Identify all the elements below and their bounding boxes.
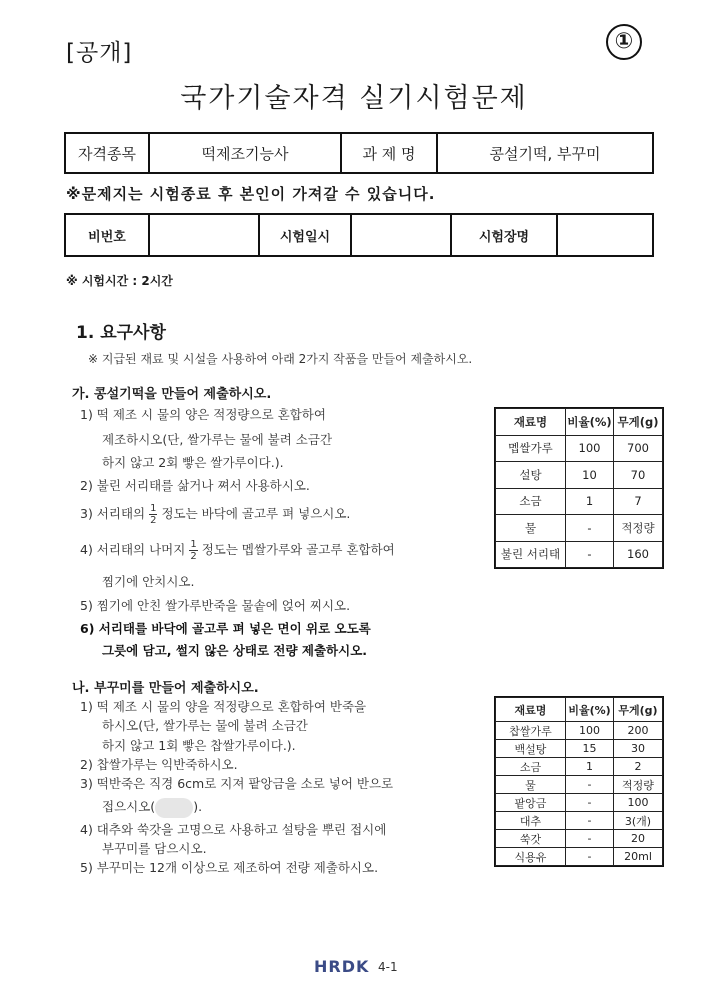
section-intro: ※ 지급된 재료 및 시설을 사용하여 아래 2가지 작품을 만들어 제출하시오. <box>88 352 473 366</box>
table-cell: 3(개) <box>614 812 663 830</box>
column-header: 비율(%) <box>566 409 614 436</box>
fraction <box>189 539 197 562</box>
table-cell: 팥앙금 <box>496 794 566 812</box>
table-cell: 대추 <box>496 812 566 830</box>
info-table <box>64 132 654 174</box>
table-cell: 10 <box>566 462 614 489</box>
page-mark: ① <box>606 24 642 60</box>
table-cell: 15 <box>566 740 614 758</box>
fraction <box>149 503 157 526</box>
table-cell: 소금 <box>496 758 566 776</box>
table-cell: 설탕 <box>496 462 566 489</box>
part-a-line: 2) 불린 서리태를 삶거나 쪄서 사용하시오. <box>80 478 310 493</box>
id-label: 비번호 <box>65 214 149 256</box>
table-cell: - <box>566 515 614 542</box>
public-label: [공개] <box>66 40 133 66</box>
table-cell: 700 <box>614 435 663 462</box>
table-row <box>496 776 663 794</box>
table-cell: 적정량 <box>614 515 663 542</box>
page-number: 4-1 <box>378 960 398 974</box>
table-cell: 불린 서리태 <box>496 541 566 568</box>
part-a-line-text: 정도는 멥쌀가루와 골고루 혼합하여 <box>201 542 395 557</box>
hrdk-logo: HRDK <box>314 957 370 976</box>
table-cell: - <box>566 776 614 794</box>
part-a-line-text: 4) 서리태의 나머지 <box>80 542 186 557</box>
table-cell: 1 <box>566 488 614 515</box>
table-cell: 20 <box>614 830 663 848</box>
fraction-denominator: 2 <box>190 551 197 562</box>
part-b-line: 2) 찹쌀가루는 익반죽하시오. <box>80 757 238 772</box>
table-cell: 쑥갓 <box>496 830 566 848</box>
table-cell: 7 <box>614 488 663 515</box>
part-b-line: 하시오(단, 쌀가루는 물에 불려 소금간 <box>102 718 308 733</box>
table-cell: 적정량 <box>614 776 663 794</box>
table-cell: - <box>566 848 614 866</box>
column-header: 재료명 <box>496 409 566 436</box>
table-cell: - <box>566 812 614 830</box>
exam-table <box>64 213 654 257</box>
table-cell: 멥쌀가루 <box>496 435 566 462</box>
part-a-line: 하지 않고 2회 빻은 쌀가루이다.). <box>102 455 284 470</box>
table-row <box>496 812 663 830</box>
part-a-line: 찜기에 안치시오. <box>102 574 195 589</box>
place-label: 시험장명 <box>451 214 557 256</box>
table-cell: 1 <box>566 758 614 776</box>
table-cell: 백설탕 <box>496 740 566 758</box>
table-row <box>496 541 663 568</box>
task-label: 과 제 명 <box>341 133 437 173</box>
part-a-line: 5) 찜기에 안친 쌀가루반죽을 물솥에 얹어 찌시오. <box>80 598 351 613</box>
table-row <box>496 462 663 489</box>
table-row <box>496 740 663 758</box>
field-value: 떡제조기능사 <box>149 133 341 173</box>
fraction-numerator: 1 <box>150 503 157 514</box>
table-row <box>496 435 663 462</box>
part-a-heading: 가. 콩설기떡을 만들어 제출하시오. <box>72 387 272 402</box>
part-b-line: 1) 떡 제조 시 물의 양을 적정량으로 혼합하여 반죽을 <box>80 699 367 714</box>
part-b-line-text: ). <box>193 799 203 814</box>
table-cell: 식용유 <box>496 848 566 866</box>
table-row <box>496 758 663 776</box>
table-cell: 160 <box>614 541 663 568</box>
part-a-line: 1) 떡 제조 시 물의 양은 적정량으로 혼합하여 <box>80 407 326 422</box>
column-header: 비율(%) <box>566 698 614 722</box>
field-label: 자격종목 <box>65 133 149 173</box>
table-cell: 100 <box>614 794 663 812</box>
table-cell: 찹쌀가루 <box>496 722 566 740</box>
table-cell: 물 <box>496 776 566 794</box>
table-row <box>496 848 663 866</box>
part-b-line: 3) 떡반죽은 직경 6cm로 지져 팥앙금을 소로 넣어 반으로 <box>80 776 394 791</box>
date-value[interactable] <box>351 214 451 256</box>
part-a-line-text: 3) 서리태의 <box>80 506 146 521</box>
table-cell: 100 <box>566 722 614 740</box>
exam-time: ※ 시험시간 : 2시간 <box>66 274 173 288</box>
table-cell: - <box>566 794 614 812</box>
table-cell: 2 <box>614 758 663 776</box>
table-cell: 물 <box>496 515 566 542</box>
part-b-heading: 나. 부꾸미를 만들어 제출하시오. <box>72 681 259 696</box>
part-b-line: 4) 대추와 쑥갓을 고명으로 사용하고 설탕을 뿌린 접시에 <box>80 822 387 837</box>
page-title: 국가기술자격 실기시험문제 <box>180 83 528 114</box>
table-row <box>496 794 663 812</box>
table-row <box>496 722 663 740</box>
place-value[interactable] <box>557 214 653 256</box>
part-a-line <box>80 539 395 562</box>
section-heading: 1. 요구사항 <box>76 323 166 343</box>
part-a-line: 제조하시오(단, 쌀가루는 물에 불려 소금간 <box>102 432 333 447</box>
part-b-line: 부꾸미를 담으시오. <box>102 841 207 856</box>
part-b-line <box>102 797 202 818</box>
table-cell: - <box>566 830 614 848</box>
fraction-denominator: 2 <box>150 515 157 526</box>
table-cell: 30 <box>614 740 663 758</box>
notice: ※문제지는 시험종료 후 본인이 가져갈 수 있습니다. <box>66 185 436 203</box>
table-row <box>496 488 663 515</box>
table-cell: 200 <box>614 722 663 740</box>
part-a-line: 6) 서리태를 바닥에 골고루 펴 넣은 면이 위로 오도록 <box>80 621 371 636</box>
redacted-image <box>155 798 193 818</box>
part-a-line-text: 정도는 바닥에 골고루 펴 넣으시오. <box>161 506 351 521</box>
table-cell: - <box>566 541 614 568</box>
part-a-line <box>80 503 350 526</box>
ingredients-table-b <box>495 697 663 866</box>
part-b-line: 5) 부꾸미는 12개 이상으로 제조하여 전량 제출하시오. <box>80 860 379 875</box>
id-value[interactable] <box>149 214 259 256</box>
column-header: 재료명 <box>496 698 566 722</box>
table-cell: 20ml <box>614 848 663 866</box>
ingredients-table-a <box>495 408 663 568</box>
table-cell: 소금 <box>496 488 566 515</box>
table-cell: 100 <box>566 435 614 462</box>
date-label: 시험일시 <box>259 214 351 256</box>
fraction-numerator: 1 <box>190 539 197 550</box>
column-header: 무게(g) <box>614 409 663 436</box>
column-header: 무게(g) <box>614 698 663 722</box>
table-row <box>496 830 663 848</box>
table-row <box>496 515 663 542</box>
task-value: 콩설기떡, 부꾸미 <box>437 133 653 173</box>
part-b-line-text: 접으시오( <box>102 799 156 814</box>
part-b-line: 하지 않고 1회 빻은 찹쌀가루이다.). <box>102 738 296 753</box>
table-cell: 70 <box>614 462 663 489</box>
part-a-line: 그릇에 담고, 썰지 않은 상태로 전량 제출하시오. <box>102 643 368 658</box>
